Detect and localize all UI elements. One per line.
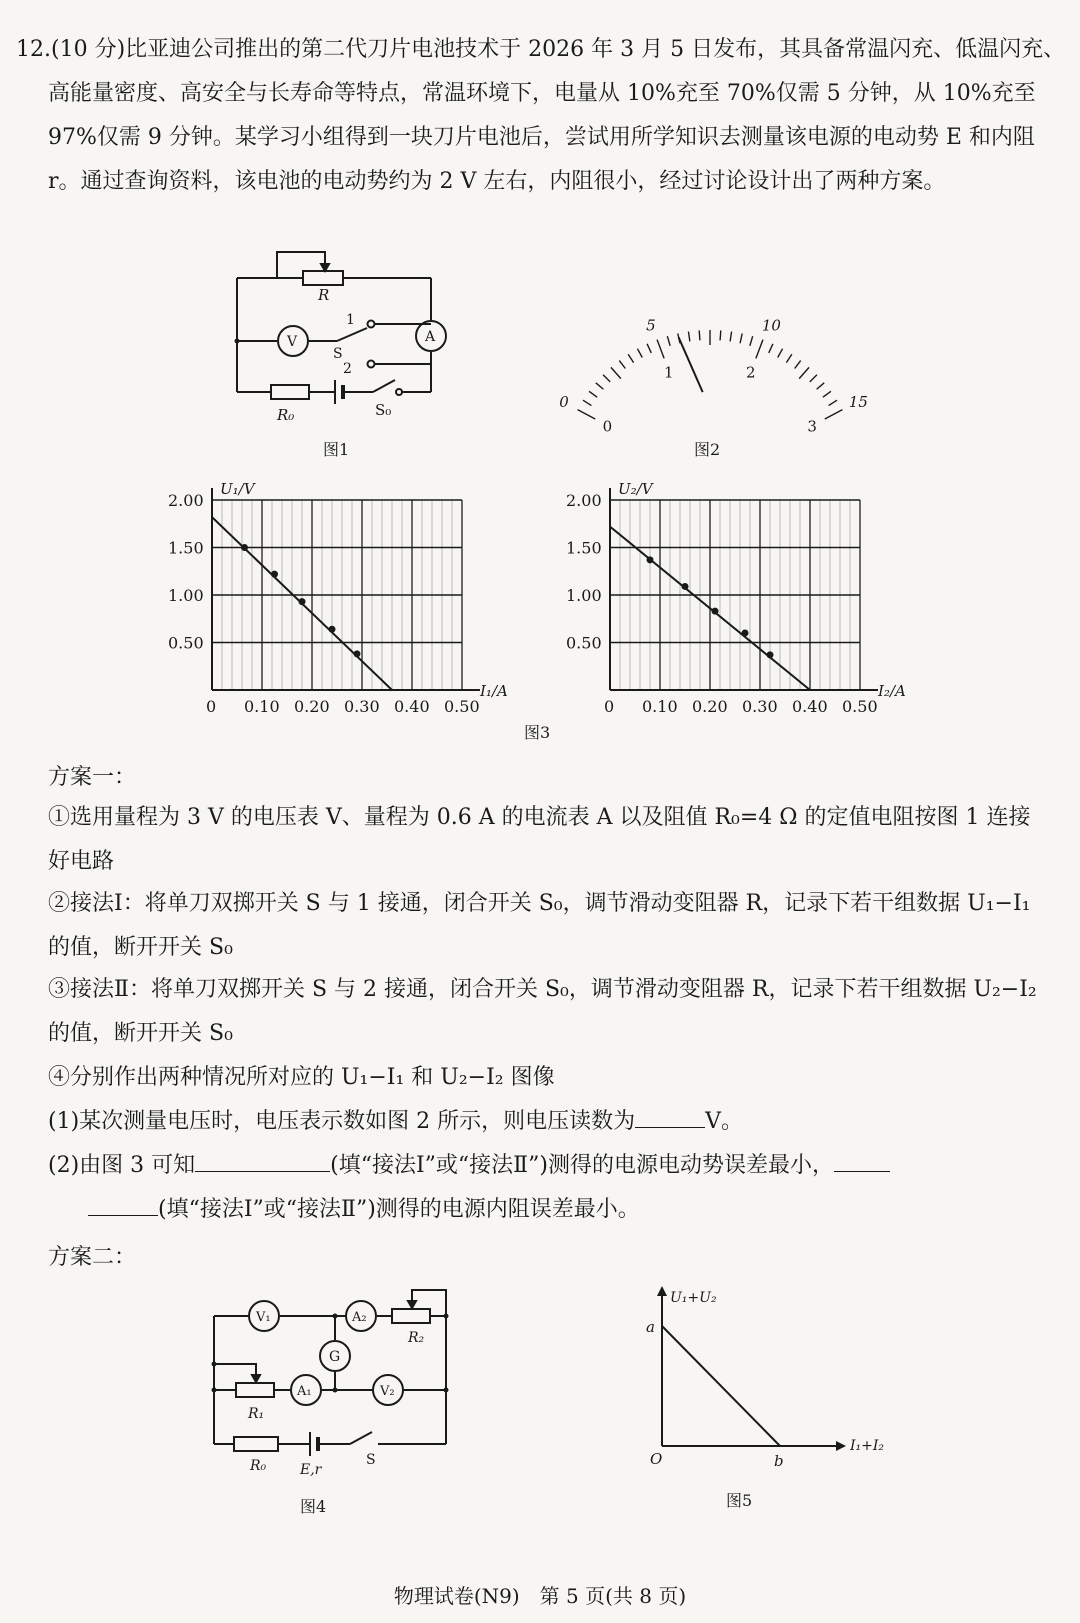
fig4-label-R1: R₁ [248,1406,265,1422]
q2-text-a: (2)由图 3 可知 [48,1153,196,1178]
data-point [682,583,689,590]
x-axis-label: I₂/A [878,682,906,700]
data-point [354,650,361,657]
fig1-label-V: V [287,334,298,350]
fig5-label-a: a [646,1318,655,1336]
meter-tick [637,349,642,358]
graph-u2-i2 [566,480,906,716]
question-stem [16,28,1068,204]
data-point [329,626,336,633]
meter-tick [720,330,721,340]
y-tick-label: 0.50 [566,633,602,653]
q2-answer-blank-1[interactable] [195,1147,330,1172]
figure-3-graphs [160,470,960,750]
page-footer: 物理试卷(N9) 第 5 页(共 8 页) [393,1584,687,1608]
meter-tick [699,330,700,340]
meter-tick [823,391,831,397]
y-tick-label: 1.00 [566,586,602,605]
meter-tick [817,383,825,389]
meter-tick [756,340,763,359]
figure-1-circuit [225,240,455,465]
x-tick-label: 0.20 [294,697,330,716]
meter-tick [829,400,837,405]
fig5-label-b: b [774,1452,784,1470]
fig5-caption: 图5 [726,1491,753,1510]
meter-tick [799,367,809,378]
q2-text-c: (填“接法Ⅰ”或“接法Ⅱ”)测得的电源内阻误差最小。 [158,1197,640,1222]
plan1-question-2 [48,1144,1038,1232]
meter-tick [730,332,731,342]
fig4-label-V2: V₂ [380,1384,395,1399]
question-stem-text: 比亚迪公司推出的第二代刀片电池技术于 2026 年 3 月 5 日发布，其具备常温闪充、低温闪充、高能量密度、高安全与长寿命等特点，常温环境下，电量从 10%充至 70%仅需 5 分钟，从 10%充至 97%仅需 9 分钟。某学习小组得到一块刀片电池后，尝试用所学知识去测量该电源的电动势 E 和内阻 r。通过查询资料，该电池的电动势约为 2 V 左右，内阻很小，经过讨论设计出了两种方案。 [48,37,1066,194]
meter-tick [619,361,625,369]
fig1-label-A: A [425,329,436,345]
figure-5-graph [630,1280,910,1520]
x-tick-label: 0.50 [842,697,878,716]
fig5-xlabel: I₁+I₂ [850,1438,885,1454]
meter-tick [583,400,591,405]
meter-tick [825,410,843,419]
meter-tick [778,349,783,358]
data-point [647,556,654,563]
y-axis-label: U₂/V [618,480,653,498]
meter-tick [795,361,801,369]
plan1-heading: 方案一： [48,765,137,790]
plan1-question-1 [48,1100,1038,1144]
fig4-label-Er: E,r [300,1462,322,1478]
y-tick-label: 0.50 [168,633,204,653]
y-tick-label: 1.00 [168,586,204,605]
meter-top-label: 15 [848,393,868,412]
data-point [271,571,278,578]
q1-text: (1)某次测量电压时，电压表示数如图 2 所示，则电压读数为 [48,1109,636,1134]
x-tick-label: 0.30 [344,697,380,716]
x-axis-label: I₁/A [480,682,508,700]
meter-bottom-label: 1 [664,363,674,382]
plan1-step2: ②接法Ⅰ：将单刀双掷开关 S 与 1 接通，闭合开关 S₀，调节滑动变阻器 R，记录下若干组数据 U₁−I₁ 的值，断开开关 S₀ [48,891,1031,960]
plan1-step4: ④分别作出两种情况所对应的 U₁−I₁ 和 U₂−I₂ 图像 [48,1065,555,1090]
q2-answer-blank-2b[interactable] [88,1191,158,1216]
meter-pointer [679,337,703,392]
meter-bottom-label: 3 [807,417,817,436]
question-number: 12. [16,37,51,62]
meter-scale [578,330,843,419]
meter-top-label: 10 [761,316,781,335]
y-axis-label: U₁/V [220,480,255,498]
fig5-ylabel: U₁+U₂ [670,1290,717,1306]
meter-tick [596,383,604,389]
meter-tick [628,354,633,362]
fig1-label-1: 1 [346,312,355,328]
y-tick-label: 2.00 [168,491,204,510]
meter-bottom-label: 0 [602,417,613,436]
figure-2-meter [559,290,868,465]
fig4-label-A2: A₂ [352,1310,367,1325]
graph-u1-i1 [168,480,508,716]
x-tick-label: 0 [206,697,217,716]
meter-bottom-label: 2 [745,363,756,382]
data-point [767,651,774,658]
fig1-caption: 图1 [323,440,350,459]
meter-tick [688,332,689,342]
meter-tick [657,340,664,359]
data-point [712,608,719,615]
meter-tick [667,336,670,346]
meter-tick [589,391,597,397]
plan1-step1: ①选用量程为 3 V 的电压表 V、量程为 0.6 A 的电流表 A 以及阻值 R₀=4 Ω 的定值电阻按图 1 连接好电路 [48,805,1031,874]
plan1-step3: ③接法Ⅱ：将单刀双掷开关 S 与 2 接通，闭合开关 S₀，调节滑动变阻器 R，记录下若干组数据 U₂−I₂ 的值，断开开关 S₀ [48,977,1037,1046]
meter-tick [740,333,742,343]
fig4-label-A1: A₁ [297,1384,312,1399]
fig2-caption: 图2 [694,440,721,459]
meter-tick [750,336,753,346]
figure-4-circuit [200,1280,470,1520]
fig1-label-R0: R₀ [277,406,295,424]
x-tick-label: 0.10 [642,697,678,716]
x-tick-label: 0.20 [692,697,728,716]
meter-tick [647,344,651,353]
x-tick-label: 0.40 [792,697,828,716]
y-tick-label: 1.50 [566,538,602,558]
data-point [299,598,306,605]
x-tick-label: 0.50 [444,697,480,716]
fig4-label-S: S [366,1452,376,1468]
meter-tick [769,344,773,353]
plan2-heading: 方案二： [48,1245,137,1270]
y-tick-label: 1.50 [168,538,204,558]
meter-tick [603,375,610,382]
q1-unit: V。 [705,1109,744,1134]
meter-top-label: 0 [559,393,569,412]
fig4-label-G: G [329,1349,341,1365]
q2-answer-blank-2a[interactable] [834,1147,890,1172]
question-score: (10 分) [51,37,126,62]
meter-tick [786,354,791,362]
x-tick-label: 0.10 [244,697,280,716]
x-tick-label: 0.30 [742,697,778,716]
x-tick-label: 0 [604,697,615,716]
q2-text-b: (填“接法Ⅰ”或“接法Ⅱ”)测得的电源电动势误差最小， [330,1153,834,1178]
fig4-label-R0: R₀ [250,1458,267,1474]
q1-answer-blank[interactable] [635,1103,705,1128]
meter-tick [611,367,621,378]
fig1-label-R: R [318,286,330,304]
meter-tick [578,410,596,419]
meter-tick [810,375,817,382]
data-point [241,544,248,551]
fig5-origin: O [650,1450,663,1468]
fig1-label-2: 2 [343,361,352,377]
y-tick-label: 2.00 [566,491,602,510]
fig4-caption: 图4 [300,1497,327,1516]
fig1-label-S: S [333,346,343,362]
data-point [742,630,749,637]
fig4-label-V1: V₁ [256,1310,271,1325]
fig1-label-S0: S₀ [375,401,392,419]
fig3-caption: 图3 [524,723,551,742]
x-tick-label: 0.40 [394,697,430,716]
meter-top-label: 5 [646,316,656,335]
fig4-label-R2: R₂ [408,1330,425,1346]
